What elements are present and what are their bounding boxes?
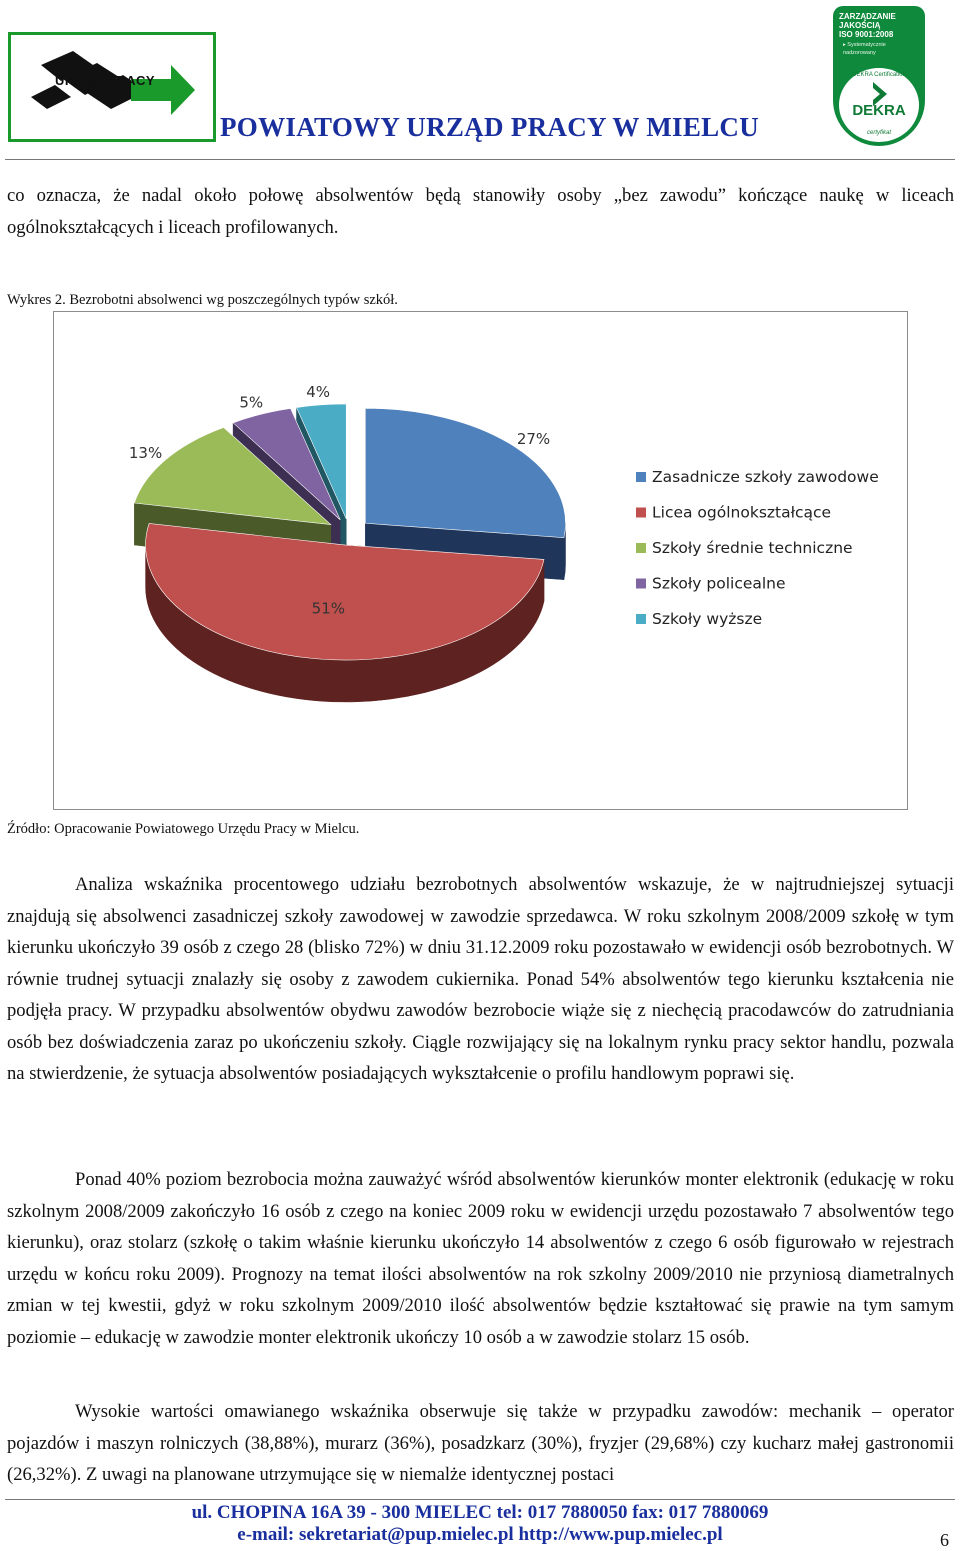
pie-chart: [53, 311, 908, 810]
legend-item-szkoly-policealne: [636, 575, 786, 593]
data-label-szkoly-policealne: 5%: [239, 393, 264, 412]
dekra-seal: [839, 68, 919, 142]
page-header: [0, 0, 960, 165]
legend-item-szkoly-srednie-techniczne: [636, 539, 853, 557]
chart-source: Źródło: Opracowanie Powiatowego Urzędu Pracy w Mielcu.: [7, 821, 360, 837]
cert-line-3: ISO 9001:2008: [839, 30, 894, 39]
legend-label: Licea ogólnokształcące: [652, 503, 832, 522]
legend-item-licea-ogolnoksztalcace: [636, 504, 831, 522]
cert-line-1: ZARZĄDZANIE: [839, 12, 896, 21]
office-title: POWIATOWY URZĄD PRACY W MIELCU: [220, 112, 760, 142]
legend-swatch: [636, 543, 646, 553]
legend-label: Szkoły średnie techniczne: [652, 539, 853, 557]
cert-line-2: JAKOŚCIĄ: [839, 21, 881, 30]
cert-line-5: nadzorowany: [843, 50, 876, 56]
legend-swatch: [636, 508, 646, 518]
data-label-zasadnicze-szkoly-zawodowe: 27%: [516, 430, 551, 449]
legend-label: Zasadnicze szkoły zawodowe: [652, 468, 879, 486]
paragraph-3: Wysokie wartości omawianego wskaźnika obserwuje się także w przypadku zawodów: mechanik – operator pojazdów i maszyn rolniczych (38,88%), murarz (36%), posadzkarz (30%), fryzjer (29,68%) czy kucharz małej gastronomii (26,32%). Z uwagi na planowane utrzymujące się w niemalże identycznej postaci: [7, 1401, 954, 1485]
paragraph-1: Analiza wskaźnika procentowego udziału bezrobotnych absolwentów wskazuje, że w najtrudniejszej sytuacji znajdują się absolwenci zasadniczej szkoły zawodowej w zawodzie sprzedawca. W roku szkolnym 2008/2009 szkołę w tym kierunku ukończyło 39 osób z czego 28 (blisko 72%) w dniu 31.12.2009 roku pozostawało w ewidencji osób bezrobotnych. W równie trudnej sytuacji znalazły się osoby z zawodem cukiernika. Ponad 54% absolwentów tego kierunku kształcenia nie podjęła pracy. W przypadku absolwentów obydwu zawodów bezrobocie wiąże się z niechęcią pracodawców do zatrudniania osób bez doświadczenia zaraz po ukończeniu szkoły. Ciągle rozwijający się na lokalnym rynku pracy sektor handlu, pozwala na stwierdzenie, że sytuacja absolwentów posiadających wykształcenie o profilu handlowym poprawi się.: [7, 874, 954, 1084]
legend-item-zasadnicze-szkoly-zawodowe: [636, 468, 879, 486]
legend-swatch: [636, 579, 646, 589]
chart-caption: Wykres 2. Bezrobotni absolwenci wg poszczególnych typów szkół.: [7, 292, 398, 308]
data-label-licea-ogolnoksztalcace: 51%: [311, 599, 346, 618]
legend-label: Szkoły wyższe: [652, 610, 763, 628]
legend-item-szkoly-wyzsze: [636, 610, 762, 628]
header-divider: [5, 159, 955, 160]
dekra-brand: DEKRA: [852, 102, 906, 119]
footer-divider: [5, 1499, 955, 1500]
data-label-szkoly-srednie-techniczne: 13%: [128, 444, 163, 463]
page-number: 6: [940, 1530, 949, 1550]
intro-paragraph: co oznacza, że nadal około połowę absolwentów będą stanowiły osoby „bez zawodu” kończące naukę w liceach ogólnokształcących i liceach profilowanych.: [7, 185, 954, 238]
logo-text: URZĄD PRACY: [54, 73, 156, 88]
data-label-szkoly-wyzsze: 4%: [306, 383, 331, 402]
paragraph-2: Ponad 40% poziom bezrobocia można zauważyć wśród absolwentów kierunków monter elektronik (edukację w roku szkolnym 2008/2009 zakończyło 16 osób z czego na koniec 2009 roku w ewidencji urzędu pozostawało 7 absolwentów tego kierunku), oraz stolarz (szkołę o takim właśnie kierunku ukończyło 14 absolwentów z czego 6 osób figurowało w rejestrach urzędu w końcu roku 2009). Prognozy na temat ilości absolwentów na rok szkolny 2009/2010 nie przyniosą diametralnych zmian w tej kwestii, gdyż w roku szkolnym 2009/2010 ilość absolwentów będzie kształtować się prawie na tym samym poziomie – edukację w zawodzie monter elektronik ukończy 10 osób a w zawodzie stolarz 15 osób.: [7, 1169, 954, 1348]
cert-line-4: ▸ Systematycznie: [843, 42, 886, 48]
legend-swatch: [636, 614, 646, 624]
pie-chart-canvas: [54, 312, 907, 809]
dekra-bottom-text: certyfikat: [866, 130, 891, 136]
iso-certificate-badge: [833, 6, 925, 146]
footer-address: ul. CHOPINA 16A 39 - 300 MIELEC tel: 017 7880050 fax: 017 7880069: [191, 1502, 769, 1523]
footer-contact: e-mail: sekretariat@pup.mielec.pl http://www.pup.mielec.pl: [237, 1524, 723, 1545]
dekra-ring-text: DEKRA Certification: [852, 72, 906, 78]
legend-label: Szkoły policealne: [652, 574, 786, 593]
legend-swatch: [636, 472, 646, 482]
